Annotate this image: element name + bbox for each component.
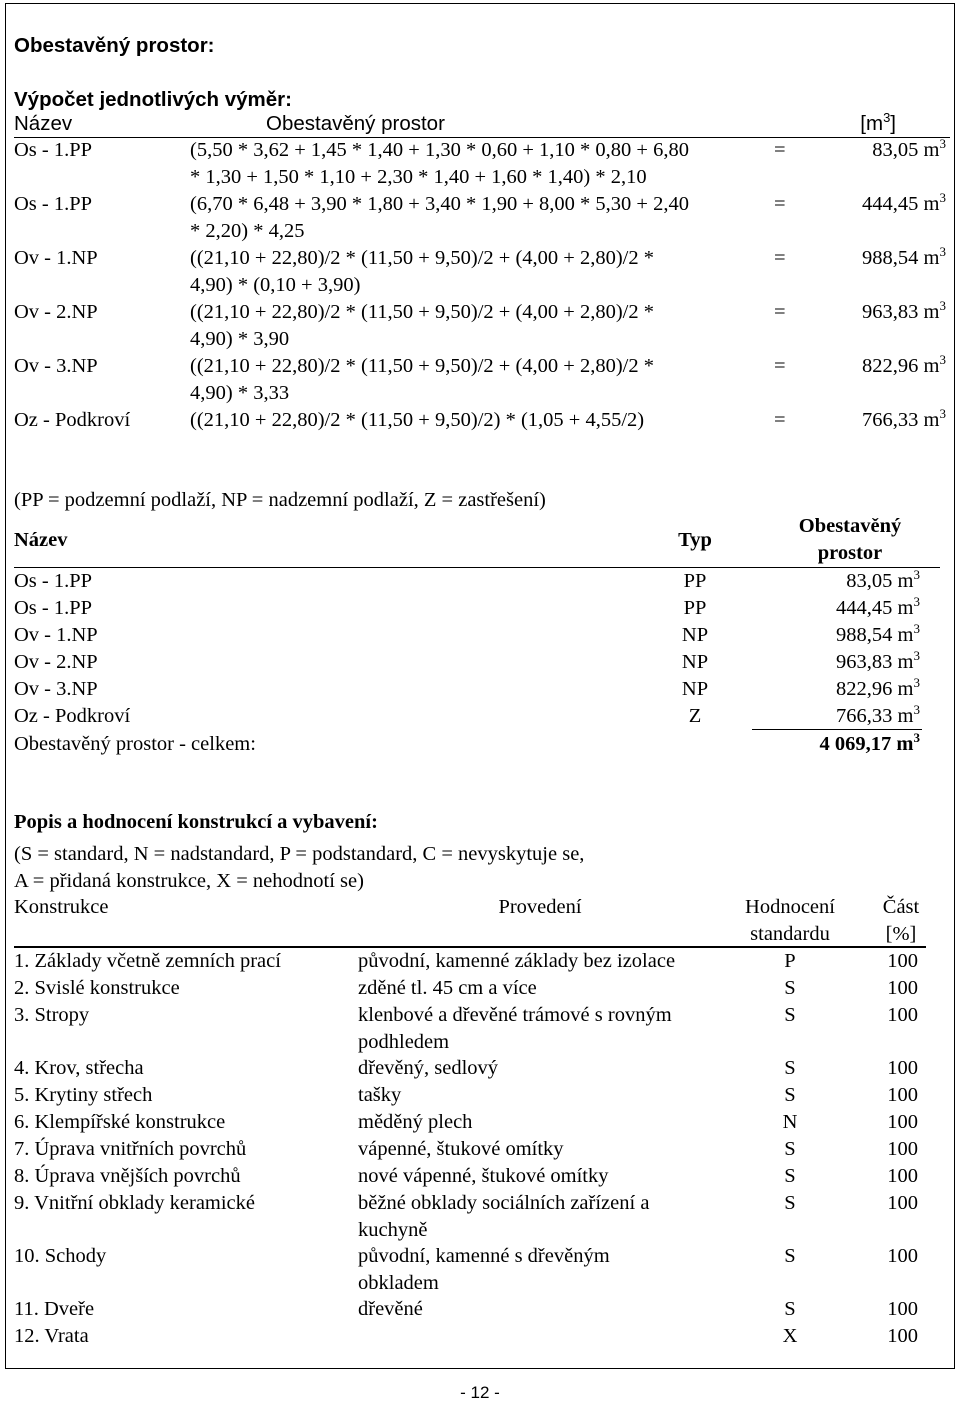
construction-row-part: 100 bbox=[887, 1111, 918, 1133]
construction-row-rating: S bbox=[784, 1192, 796, 1214]
calc-col-name: Název bbox=[14, 112, 73, 135]
summary-row-type: NP bbox=[681, 624, 709, 646]
calc-row-formula-line2: 4,90) * 3,90 bbox=[190, 328, 290, 350]
construction-row-part: 100 bbox=[887, 1084, 918, 1106]
construction-row-name: 7. Úprava vnitřních povrchů bbox=[14, 1138, 247, 1160]
calc-row-formula-line1: (6,70 * 6,48 + 3,90 * 1,80 + 3,40 * 1,90 + 8,00 * 5,30 + 2,40 bbox=[190, 193, 689, 215]
construction-row-rating: X bbox=[782, 1325, 798, 1347]
constructions-col-part-1: Část bbox=[882, 896, 920, 918]
summary-col-name: Název bbox=[14, 529, 68, 551]
construction-row-execution-2: kuchyně bbox=[358, 1219, 428, 1241]
calc-row-formula-line2: * 1,30 + 1,50 * 1,10 + 2,30 * 1,40 + 1,60 * 1,40) * 2,10 bbox=[190, 166, 647, 188]
summary-row-value: 766,33 $m^3$ bbox=[836, 702, 920, 727]
construction-row-name: 6. Klempířské konstrukce bbox=[14, 1111, 226, 1133]
constructions-legend-1: (S = standard, N = nadstandard, P = podstandard, C = nevyskytuje se, bbox=[14, 843, 585, 865]
calc-row-formula-line1: ((21,10 + 22,80)/2 * (11,50 + 9,50)/2 + (4,00 + 2,80)/2 * bbox=[190, 247, 654, 269]
calc-row-formula-line1: ((21,10 + 22,80)/2 * (11,50 + 9,50)/2 + (4,00 + 2,80)/2 * bbox=[190, 355, 654, 377]
construction-row-execution: dřevěný, sedlový bbox=[358, 1057, 499, 1079]
calc-row-name: Ov - 1.NP bbox=[14, 247, 98, 269]
construction-row-rating: S bbox=[784, 1165, 796, 1187]
construction-row-part: 100 bbox=[887, 1138, 918, 1160]
summary-row-name: Ov - 2.NP bbox=[14, 651, 98, 673]
constructions-col-exec: Provedení bbox=[498, 896, 582, 918]
construction-row-part: 100 bbox=[887, 1298, 918, 1320]
constructions-col-rating-1: Hodnocení bbox=[745, 896, 835, 918]
construction-row-rating: P bbox=[784, 950, 796, 972]
constructions-legend-2: A = přidaná konstrukce, X = nehodnotí se) bbox=[14, 870, 364, 892]
construction-row-name: 3. Stropy bbox=[14, 1004, 90, 1026]
page-title: Obestavěný prostor: bbox=[14, 34, 215, 57]
calc-row-equals: = bbox=[774, 139, 786, 161]
summary-row-type: NP bbox=[681, 678, 709, 700]
construction-row-rating: S bbox=[784, 1138, 796, 1160]
calc-row-equals: = bbox=[774, 301, 786, 323]
summary-row-name: Os - 1.PP bbox=[14, 570, 93, 592]
summary-col-value-2: prostor bbox=[817, 542, 883, 564]
summary-col-value-1: Obestavěný bbox=[798, 515, 902, 537]
construction-row-part: 100 bbox=[887, 1057, 918, 1079]
construction-row-execution: klenbové a dřevěné trámové s rovným bbox=[358, 1004, 672, 1026]
calc-row-formula-line1: ((21,10 + 22,80)/2 * (11,50 + 9,50)/2) * (1,05 + 4,55/2) bbox=[190, 409, 645, 431]
calc-row-equals: = bbox=[774, 355, 786, 377]
summary-total-rule bbox=[752, 729, 922, 730]
constructions-col-name: Konstrukce bbox=[14, 896, 109, 918]
calc-row-value: 766,33 $m^3$ bbox=[862, 406, 946, 431]
construction-row-name: 5. Krytiny střech bbox=[14, 1084, 153, 1106]
calc-row-equals: = bbox=[774, 409, 786, 431]
calc-row-name: Os - 1.PP bbox=[14, 193, 93, 215]
construction-row-rating: N bbox=[782, 1111, 798, 1133]
construction-row-part: 100 bbox=[887, 1192, 918, 1214]
construction-row-rating: S bbox=[784, 1084, 796, 1106]
calc-row-value: 83,05 $m^3$ bbox=[872, 136, 946, 161]
calc-row-name: Oz - Podkroví bbox=[14, 409, 131, 431]
construction-row-rating: S bbox=[784, 1245, 796, 1267]
calc-row-equals: = bbox=[774, 193, 786, 215]
construction-row-part: 100 bbox=[887, 1165, 918, 1187]
construction-row-execution: měděný plech bbox=[358, 1111, 473, 1133]
calc-row-value: 822,96 $m^3$ bbox=[862, 352, 946, 377]
summary-row-name: Oz - Podkroví bbox=[14, 705, 131, 727]
summary-row-value: 822,96 $m^3$ bbox=[836, 675, 920, 700]
construction-row-rating: S bbox=[784, 1004, 796, 1026]
calc-row-value: 988,54 $m^3$ bbox=[862, 244, 946, 269]
summary-row-type: NP bbox=[681, 651, 709, 673]
construction-row-rating: S bbox=[784, 1057, 796, 1079]
calc-row-formula-line2: 4,90) * (0,10 + 3,90) bbox=[190, 274, 361, 296]
construction-row-part: 100 bbox=[887, 1325, 918, 1347]
construction-row-name: 2. Svislé konstrukce bbox=[14, 977, 180, 999]
summary-row-type: PP bbox=[683, 570, 707, 592]
calc-row-formula-line2: 4,90) * 3,33 bbox=[190, 382, 290, 404]
construction-row-execution-2: podhledem bbox=[358, 1031, 450, 1053]
construction-row-name: 12. Vrata bbox=[14, 1325, 89, 1347]
construction-row-rating: S bbox=[784, 977, 796, 999]
calc-row-formula-line2: * 2,20) * 4,25 bbox=[190, 220, 305, 242]
construction-row-execution: běžné obklady sociálních zařízení a bbox=[358, 1192, 650, 1214]
calc-row-name: Ov - 3.NP bbox=[14, 355, 98, 377]
summary-row-value: 444,45 $m^3$ bbox=[836, 594, 920, 619]
construction-row-name: 11. Dveře bbox=[14, 1298, 95, 1320]
summary-row-type: Z bbox=[688, 705, 702, 727]
construction-row-execution: původní, kamenné základy bez izolace bbox=[358, 950, 676, 972]
construction-row-execution: zděné tl. 45 cm a více bbox=[358, 977, 537, 999]
summary-header-rule bbox=[14, 567, 940, 568]
construction-row-execution-2: obkladem bbox=[358, 1272, 439, 1294]
construction-row-part: 100 bbox=[887, 1245, 918, 1267]
summary-row-name: Ov - 1.NP bbox=[14, 624, 98, 646]
summary-row-type: PP bbox=[683, 597, 707, 619]
calc-row-equals: = bbox=[774, 247, 786, 269]
construction-row-execution: nové vápenné, štukové omítky bbox=[358, 1165, 609, 1187]
construction-row-execution: tašky bbox=[358, 1084, 402, 1106]
calc-row-formula-line1: (5,50 * 3,62 + 1,45 * 1,40 + 1,30 * 0,60 + 1,10 * 0,80 + 6,80 bbox=[190, 139, 689, 161]
construction-row-execution: vápenné, štukové omítky bbox=[358, 1138, 564, 1160]
construction-row-name: 9. Vnitřní obklady keramické bbox=[14, 1192, 256, 1214]
construction-row-name: 8. Úprava vnějších povrchů bbox=[14, 1165, 241, 1187]
summary-total-label: Obestavěný prostor - celkem: bbox=[14, 733, 256, 755]
page-number: - 12 - bbox=[460, 1383, 500, 1402]
summary-legend: (PP = podzemní podlaží, NP = nadzemní podlaží, Z = zastřešení) bbox=[14, 489, 546, 511]
calc-col-unit: $[m^3]$ bbox=[860, 110, 896, 135]
construction-row-name: 4. Krov, střecha bbox=[14, 1057, 144, 1079]
calc-row-name: Os - 1.PP bbox=[14, 139, 93, 161]
summary-row-name: Ov - 3.NP bbox=[14, 678, 98, 700]
summary-row-name: Os - 1.PP bbox=[14, 597, 93, 619]
construction-row-name: 1. Základy včetně zemních prací bbox=[14, 950, 281, 972]
construction-row-part: 100 bbox=[887, 1004, 918, 1026]
calc-row-formula-line1: ((21,10 + 22,80)/2 * (11,50 + 9,50)/2 + (4,00 + 2,80)/2 * bbox=[190, 301, 654, 323]
construction-row-name: 10. Schody bbox=[14, 1245, 107, 1267]
calc-row-name: Ov - 2.NP bbox=[14, 301, 98, 323]
calc-col-formula: Obestavěný prostor bbox=[266, 112, 445, 135]
constructions-col-rating-2: standardu bbox=[750, 923, 830, 945]
construction-row-execution: původní, kamenné s dřevěným bbox=[358, 1245, 610, 1267]
calc-row-value: 444,45 $m^3$ bbox=[862, 190, 946, 215]
construction-row-part: 100 bbox=[887, 950, 918, 972]
summary-row-value: 988,54 $m^3$ bbox=[836, 621, 920, 646]
summary-col-type: Typ bbox=[678, 529, 712, 551]
constructions-col-part-2: [%] bbox=[885, 923, 917, 945]
calc-heading: Výpočet jednotlivých výměr: bbox=[14, 88, 292, 111]
summary-row-value: 83,05 $m^3$ bbox=[846, 567, 920, 592]
summary-total-value: 4 069,17 $m^3$ bbox=[819, 730, 920, 755]
calc-row-value: 963,83 $m^3$ bbox=[862, 298, 946, 323]
construction-row-part: 100 bbox=[887, 977, 918, 999]
summary-row-value: 963,83 $m^3$ bbox=[836, 648, 920, 673]
constructions-heading: Popis a hodnocení konstrukcí a vybavení: bbox=[14, 811, 378, 833]
construction-row-execution: dřevěné bbox=[358, 1298, 423, 1320]
construction-row-rating: S bbox=[784, 1298, 796, 1320]
